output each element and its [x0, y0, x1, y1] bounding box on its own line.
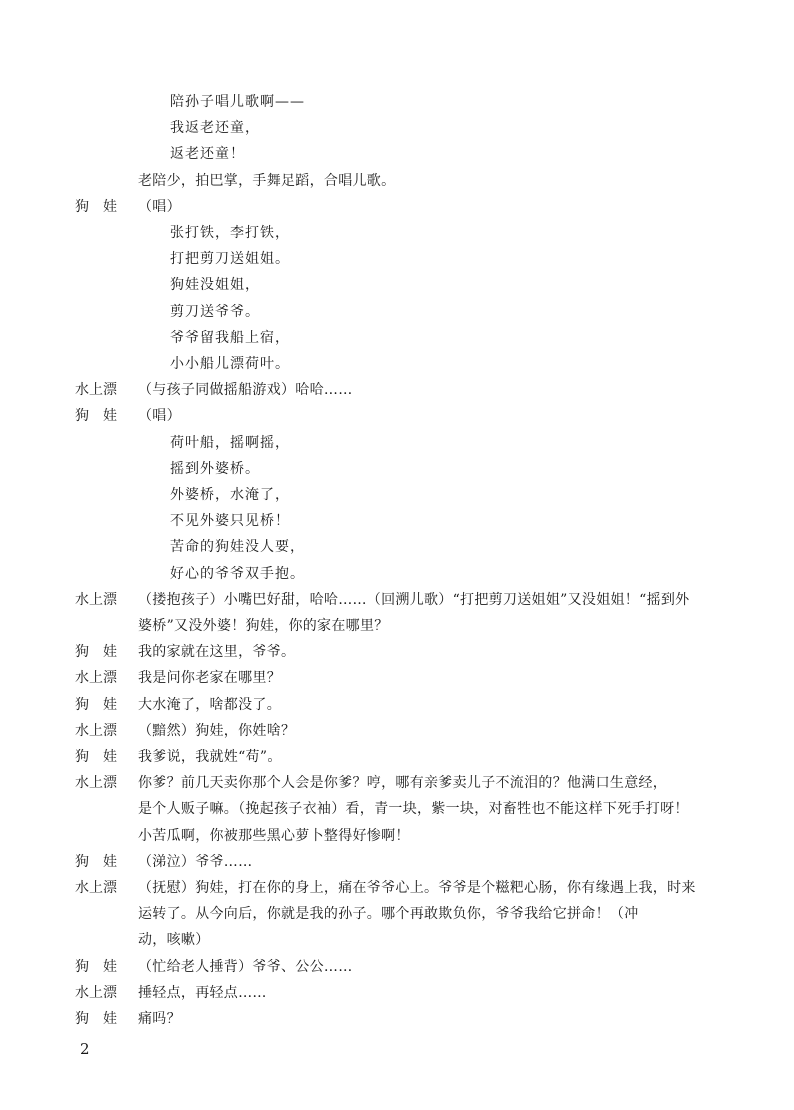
speaker-name: 水上漂: [75, 592, 117, 608]
dialogue-text: （唱）: [138, 408, 181, 424]
dialogue-text: 大水淹了，啥都没了。: [138, 697, 281, 713]
verse-line: 剪刀送爷爷。: [170, 304, 260, 320]
dialogue-text: 痛吗？: [138, 1011, 181, 1027]
verse-line: 苦命的狗娃没人要，: [170, 539, 305, 555]
stage-direction: 老陪少，拍巴掌，手舞足蹈，合唱儿歌。: [138, 173, 396, 189]
verse-line: 爷爷留我船上宿，: [170, 330, 290, 346]
speaker-name: 水上漂: [75, 382, 117, 398]
dialogue-text: （抚慰）狗娃，打在你的身上，痛在爷爷心上。爷爷是个糍粑心肠，你有缘遇上我，时来: [138, 880, 696, 896]
dialogue-continuation: 动，咳嗽）: [138, 932, 210, 948]
verse-line: 我返老还童，: [170, 120, 260, 136]
verse-line: 返老还童！: [170, 146, 245, 162]
dialogue-text: 我的家就在这里，爷爷。: [138, 644, 296, 660]
speaker-name: 水上漂: [75, 775, 117, 791]
dialogue-text: （与孩子同做摇船游戏）哈哈……: [138, 382, 353, 398]
speaker-name: 水上漂: [75, 880, 117, 896]
dialogue-text: （涕泣）爷爷……: [138, 854, 253, 870]
dialogue-text: 你爹？前几天卖你那个人会是你爹？哼，哪有亲爹卖儿子不流泪的？他满口生意经，: [138, 775, 668, 791]
dialogue-text: （搂抱孩子）小嘴巴好甜，哈哈……（回溯儿歌）“打把剪刀送姐姐”又没姐姐！“摇到外: [138, 592, 690, 608]
speaker-name: 狗 娃: [75, 1011, 117, 1027]
dialogue-continuation: 小苦瓜啊，你被那些黑心萝卜整得好惨啊！: [138, 828, 410, 844]
speaker-name: 水上漂: [75, 985, 117, 1001]
dialogue-continuation: 运转了。从今向后，你就是我的孙子。哪个再敢欺负你，爷爷我给它拼命！（冲: [138, 906, 639, 922]
speaker-name: 狗 娃: [75, 644, 117, 660]
verse-line: 张打铁，李打铁，: [170, 225, 290, 241]
dialogue-text: （唱）: [138, 199, 181, 215]
verse-line: 外婆桥，水淹了，: [170, 487, 290, 503]
verse-line: 陪孙子唱儿歌啊——: [170, 94, 305, 110]
verse-line: 小小船儿漂荷叶。: [170, 356, 290, 372]
dialogue-text: （忙给老人捶背）爷爷、公公……: [138, 959, 353, 975]
verse-line: 好心的爷爷双手抱。: [170, 566, 305, 582]
verse-line: 打把剪刀送姐姐。: [170, 251, 290, 267]
dialogue-text: 捶轻点，再轻点……: [138, 985, 267, 1001]
verse-line: 摇到外婆桥。: [170, 461, 260, 477]
dialogue-continuation: 婆桥”又没外婆！狗娃，你的家在哪里？: [138, 618, 389, 634]
verse-line: 狗娃没姐姐，: [170, 277, 260, 293]
speaker-name: 狗 娃: [75, 697, 117, 713]
speaker-name: 狗 娃: [75, 854, 117, 870]
verse-line: 荷叶船，摇啊摇，: [170, 435, 290, 451]
speaker-name: 狗 娃: [75, 959, 117, 975]
page-number: 2: [80, 1040, 90, 1058]
speaker-name: 狗 娃: [75, 199, 117, 215]
dialogue-text: （黯然）狗娃，你姓啥？: [138, 723, 296, 739]
dialogue-continuation: 是个人贩子嘛。（挽起孩子衣袖）看，青一块，紫一块，对畜牲也不能这样下死手打呀！: [138, 801, 689, 817]
dialogue-text: 我是问你老家在哪里？: [138, 670, 281, 686]
dialogue-text: 我爹说，我就姓“苟”。: [138, 749, 282, 765]
speaker-name: 狗 娃: [75, 408, 117, 424]
speaker-name: 水上漂: [75, 723, 117, 739]
speaker-name: 狗 娃: [75, 749, 117, 765]
speaker-name: 水上漂: [75, 670, 117, 686]
verse-line: 不见外婆只见桥！: [170, 513, 290, 529]
